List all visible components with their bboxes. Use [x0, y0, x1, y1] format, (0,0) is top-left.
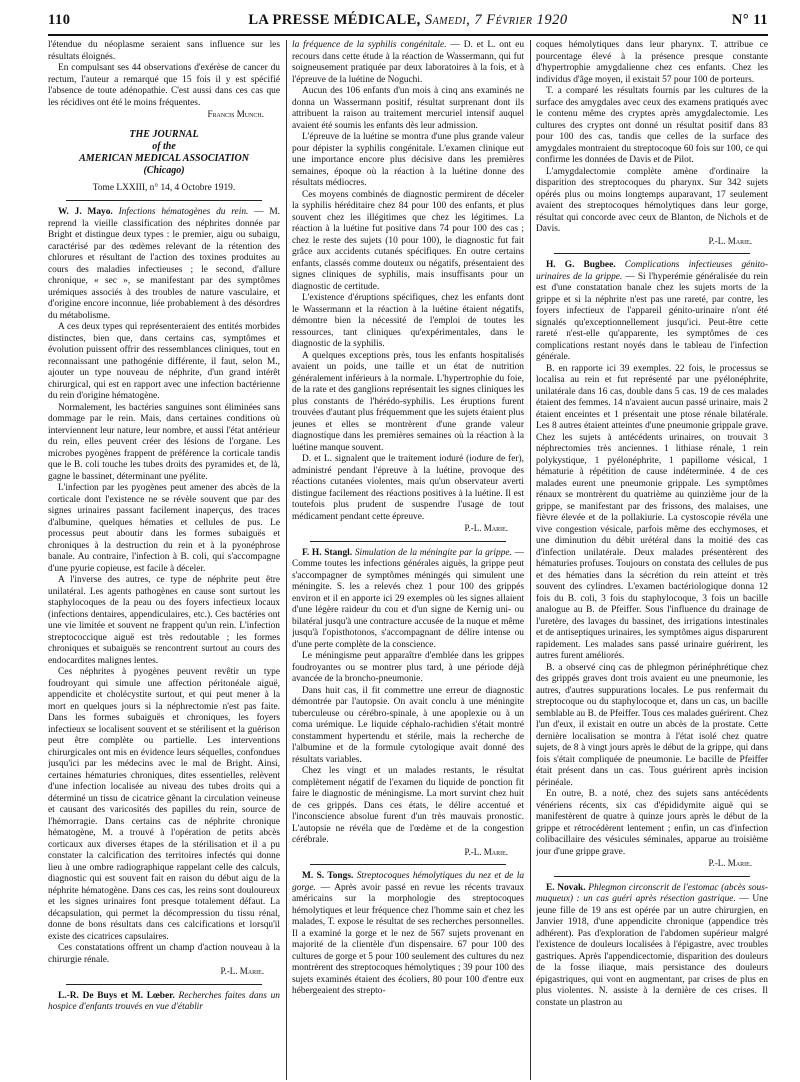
paragraph: T. a comparé les résultats fournis par les cultures de la surface des amygdales avec ceux des examens pratiqués avec le contenu même des cryptes après amygdalectomie. Les cultures des cryptes ont donné un résultat positif dans 83 pour 100 des cas, tandis que celles de la surface des amygdales montraient du streptocoque 60 fois sur 100, ce qui confirme les données de Davis et de Pilot. [536, 86, 768, 165]
article-text: — M. reprend la vieille classification des néphrites donnée par Bright et distingue deux types : le premier, aigu ou subaigu, caractérisé par des œdèmes relevant de la rétention des chlorures et résultant de l'action des toxines produites au cours des maladies infectieuses ; le second, d'allure chronique, « sec », se manifestant par des symptômes urémiques associés à des troubles de nature vasculaire, et d'origine encore inconnue, liée probablement à des désordres du métabolisme. [48, 207, 280, 321]
article-author: E. Novak. [546, 882, 586, 893]
paragraph: A quelques exceptions près, tous les enfants hospitalisés avaient un poids, une taille et un état de nutrition généralement inférieurs à la normale. L'hypertrophie du foie, de la rate et des ganglions représentait les signes cliniques les plus constants de l'hérédo-syphilis. Les éruptions furent trouvées d'autant plus fréquemment que les sujets étaient plus jeunes et elles se montrèrent d'une grande valeur diagnostique dans les premières semaines où la réaction à la luétine manque souvent. [292, 350, 524, 453]
journal-volume: Tome LXXIII, n° 14, 4 Octobre 1919. [92, 182, 236, 193]
article-title: Phlegmon circonscrit de l'estomac (abcès sous-muqueux) : un cas guéri après résection gastrique. [536, 882, 768, 904]
paragraph: L'épreuve de la luétine se montra d'une plus grande valeur pour dépister la syphilis congénitale. L'examen clinique eut une importance encore plus décisive dans les premières semaines, époque où la réaction à la luétine donne des résultats médiocres. [292, 132, 524, 188]
divider [554, 253, 750, 254]
article-author: W. J. Mayo. [58, 207, 113, 217]
divider [310, 541, 506, 542]
signature: P.-L. Marie. [708, 235, 752, 246]
article-title: Streptocoques hémolytiques du nez et de la gorge. [292, 871, 524, 893]
article-author: L.-R. De Buys et M. Lœber. [58, 990, 175, 1001]
article-title: Simulation de la méningite par la grippe. [354, 547, 512, 558]
article-lead [48, 207, 280, 322]
paragraph: D. et L. signalent que le traitement ioduré (iodure de fer), administré pendant l'épreuve à la luétine, provoque des réactions cutanées violentes, mais qu'un observateur averti distingue facilement des réactions positives à la luétine. Il est toutefois plus prudent de suspendre l'usage de tout médicament pendant cette épreuve. [292, 454, 524, 522]
article-title: la fréquence de la syphilis congénitale. [292, 40, 447, 50]
paragraph: Ces néphrites à pyogènes peuvent revêtir un type foudroyant qui simule une affection péritonéale aiguë, appendicite et cholécystite surtout, et qui peut mener à la mort en quelques jours si la néphrectomie n'est pas faite. Dans les formes subaiguës et chroniques, les foyers infectieux se localisent souvent et se stérilisent et la guérison peut être complète ou partielle. Les interventions chirurgicales ont mis en évidence leurs séquelles, confondues jusqu'ici par les médecins avec le mal de Bright. Ainsi, certaines hématuries chroniques, dites essentielles, relèvent d'une infection localisée au niveau des tubes droits qui a déterminé un tissu de cicatrice gênant la circulation veineuse et causant des varicosités des papilles du rein, source de l'hémorragie. Dans certains cas de néphrite chronique hématogène, M. a trouvé à l'opération de petits abcès corticaux aux diverses étapes de la stérilisation et il a pu constater la calcification des territoires infectés qui donne lieu à une ombre radiographique rappelant celle des calculs, diagnostic qui est souvent fait en raison du début aigu de la néphrite hématogène. Dans ces cas, les reins sont douloureux et les signes urinaires font presque totalement défaut. La décapsulation, qui permet la décompression du tissu rénal, donne de bons résultats dans ces calcifications et lorsqu'il existe des cicatrices capsulaires. [48, 667, 280, 942]
article-title: Recherches faites dans un hospice d'enfants trouvés en vue d'établir [48, 990, 280, 1012]
page-header [48, 12, 768, 32]
article-lead [292, 871, 524, 998]
paragraph: Dans huit cas, il fit commettre une erreur de diagnostic démontrée par l'autopsie. On avait conclu à une méningite tuberculeuse ou cérébro-spinale, à une apoplexie ou à un coma urémique. Le liquide céphalo-rachidien s'était montré constamment hypertendu et stérile, mais la recherche de l'albumine et de la formule cytologique avait donné des résultats variables. [292, 685, 524, 765]
article-author: M. S. Tongs. [302, 871, 354, 881]
header-rule [48, 34, 768, 36]
paragraph: Aucun des 106 enfants d'un mois à cinq ans examinés ne donna un Wassermann positif, résultat surprenant dont ils attribuent la raison au traitement mercuriel intensif auquel avaient été soumis les enfants dès leur admission. [292, 86, 524, 131]
paragraph: L'amygdalectomie complète amène d'ordinaire la disparition des streptocoques du pharynx. Sur 342 sujets opérés plus ou moins longtemps auparavant, 17 seulement avaient des streptocoques hémolytiques dans leur gorge, résultat qui concorde avec ceux de Blanton, de Nichols et de Davis. [536, 166, 768, 234]
article-text: — Comme toutes les infections générales aiguës, la grippe peut s'accompagner de symptômes méningés qui simulent une méningite. S. les a relevés chez 1 pour 100 des grippés environ et il en apporte ici 29 exemples où les signes allaient d'une légère raideur du cou et d'un signe de Kernig uni- ou bilatéral jusqu'à une contracture accusée de la nuque et même jusqu'à l'opisthotonos, s'accompagnant de délire intense ou d'une perte complète de la conscience. [292, 547, 524, 650]
article-lead [536, 883, 768, 1010]
paragraph: B. en rapporte ici 39 exemples. 22 fois, le processus se localisa au rein et fut représenté par une pyélonéphrite, unilatérale dans 16 cas, double dans 5 cas. 19 de ces malades étaient des femmes. 14 n'avaient aucun passé urinaire, mais 2 étaient enceintes et 1 présentait une ptose rénale bilatérale. Les 8 autres étaient atteintes d'une pneumonie grippale grave. Chez les sujets à antécédents urinaires, on trouvait 3 néphrectomies très anciennes. 1 lithiase rénale, 1 rein polykystique, 1 pyélonéphrite, 1 papillome vésical, 1 hématurie à répétition de cause indéterminée. 4 de ces malades eurent une pneumonie grippale. Les symptômes rénaux se montrèrent du quatrième au quinzième jour de la grippe, se manifestant par des frissons, des malaises, une fièvre élevée et de la pollakiurie. La cystoscopie révéla une vive congestion vésicale, parfois même des ecchymoses, et une diminution du débit urétéral dans la moitié des cas d'infection unilatérale. Deux malades présentèrent des hématuries profuses. Toujours on constata des cellules de pus et des hématies dans la sécrétion du rein atteint et très souvent des cylindres. L'examen bactériologique donna 12 fois du B. coli, 3 fois du staphylocoque, 3 fois un bacille analogue au B. de Pfeiffer. Sous l'influence du drainage de l'uretère, des lavages du bassinet, des irrigations intestinales et de antiseptiques urinaires, les symptômes aigus disparurent rapidement. Les malades sans passé urinaire guérirent, les autres furent améliorés. [536, 363, 768, 661]
divider [310, 864, 506, 865]
article-title: Infections hématogènes du rein. [118, 207, 249, 217]
article-title: Complications infectieuses génito-urinaires de la grippe. [536, 260, 768, 282]
journal-heading-line: of the [152, 140, 176, 152]
page-number: 110 [48, 12, 71, 28]
paragraph: B. a observé cinq cas de phlegmon périnéphrétique chez des grippés graves dont trois avaient eu une pneumonie, les autres, d'autres suppurations locales. Le pus renfermait du streptocoque ou du staphylocoque et, dans un cas, un bacille semblable au B. de Pfeiffer. Tous ces malades guérirent. Chez l'un d'eux, il existait en outre un abcès de la prostate. Cette dernière localisation se montra à l'état isolé chez quatre sujets, de 8 à vingt jours après le début de la grippe, qui dans fois s'était compliquée de pneumonie. Le bacille de Pfeiffer était présent dans un cas. Tous guérirent après incision périnéale. [536, 662, 768, 788]
signature: P.-L. Marie. [464, 846, 508, 857]
journal-heading-line: AMERICAN MEDICAL ASSOCIATION [79, 152, 249, 164]
article-lead [292, 548, 524, 652]
paragraph: l'étendue du néoplasme seraient sans influence sur les résultats éloignés. [48, 40, 280, 62]
signature: Francis Munch. [207, 109, 264, 119]
article-text: — Une jeune fille de 19 ans est opérée par un autre chirurgien, en Janvier 1918, d'une appendicite chronique (appendice très adhérent). Pas d'exploration de l'abdomen supérieur malgré l'existence de douleurs localisées à l'épigastre, avec troubles gastriques. Après l'appendicectomie, disparition des douleurs de la fosse iliaque, mais persistance des douleurs épigastriques, qui vont en augmentant, par crises de plus en plus violentes. N. assiste à la dernière de ces crises. Il constate un plastron au [536, 894, 768, 1008]
publication-date: Samedi, 7 Février 1920 [424, 12, 568, 28]
article-text: — D. et L. ont eu recours dans cette étude à la réaction de Wassermann, qui fut soigneusement pratiquée par deux laboratoires à la fois, et à l'épreuve de la luétine de Noguchi. [292, 40, 524, 85]
newspaper-page [48, 0, 768, 1082]
journal-heading [48, 129, 280, 177]
paragraph: En compulsant ses 44 observations d'exérèse de cancer du rectum, l'auteur a remarqué que 15 fois il y est spécifié l'absence de toute adénopathie. C'est aussi dans ces cas que les récidives ont été le moins fréquentes. [48, 63, 280, 108]
paragraph: L'existence d'éruptions spécifiques, chez les enfants dont le Wassermann et la réaction à la luétine étaient négatifs, démontre bien la nécessité de l'emploi de toutes les ressources, tant cliniques qu'expérimentales, dans le diagnostic de la syphilis. [292, 293, 524, 349]
issue-number: N° 11 [731, 12, 768, 28]
journal-title [168, 12, 648, 29]
column-2 [292, 40, 524, 1080]
article-lead [48, 991, 280, 1014]
article-lead [536, 260, 768, 364]
journal-heading-line: (Chicago) [143, 164, 185, 176]
article-text: — Après avoir passé en revue les récents travaux américains sur la morphologie des streptocoques hémolytiques et leur fréquence chez l'homme sain et chez les malades, T. expose le résultat de ses recherches personnelles. Il a examiné la gorge et le nez de 567 sujets provenant en majorité de la clientèle d'un dispensaire. 67 pour 100 des cultures de gorge et 5 pour 100 seulement des cultures du nez montrèrent des streptocoques hémolytiques ; 39 pour 100 des sujets examinés étaient des écoliers, 80 pour 100 d'entre eux hébergeaient des strepto- [292, 882, 524, 996]
paragraph: Normalement, les bactéries sanguines sont éliminées sans dommage par le rein. Mais, dans certaines conditions où interviennent leur nature, leur nombre, et aussi l'état antérieur du rein, elles peuvent créer des lésions de l'organe. Les microbes pyogènes frappent de préférence la corticale tandis que le B. coli touche les tubes droits des pyramides et, de là, gagne le bassinet, déterminant une pyélite. [48, 402, 280, 482]
paragraph: L'infection par les pyogènes peut amener des abcès de la corticale dont l'existence ne se révèle souvent que par des signes urinaires passant facilement inaperçus, des traces d'albumine, quelques hématies et cellules de pus. Le processus peut aboutir dans les formes subaiguës et chroniques à la destruction du rein et à la pyonéphrose banale. Au contraire, l'infection à B. coli, qui s'accompagne d'une pyurie copieuse, est facile à déceler. [48, 483, 280, 574]
signature: P.-L. Marie. [464, 523, 508, 533]
paragraph: coques hémolytiques dans leur pharynx. T. attribue ce pourcentage élevé à la présence presque constante d'hypertrophie amygdalienne chez ces enfants. Chez les individus d'âge moyen, il existait 57 pour 100 de porteurs. [536, 40, 768, 85]
divider [66, 200, 262, 201]
journal-heading-line: THE JOURNAL [129, 128, 199, 140]
text-columns [48, 40, 768, 1080]
paragraph: Le méningisme peut apparaître d'emblée dans les grippes foudroyantes ou se montrer plus tard, à une période déjà avancée de la broncho-pneumonie. [292, 651, 524, 684]
paragraph: A ces deux types qui représenteraient des entités morbides distinctes, bien que, dans certains cas, symptômes et évolution puissent offrir des ressemblances cliniques, tout en reconnaissant une pathogénie différente, il faut, selon M., ajouter un type nouveau de néphrite, d'un grand intérêt chirurgical, qui est en rapport avec une infection bactérienne du rein d'origine hématogène. [48, 322, 280, 401]
article-continuation [292, 40, 524, 86]
divider [554, 876, 750, 877]
paragraph: Chez les vingt et un malades restants, le résultat complètement négatif de l'examen du liquide de ponction fit faire le diagnostic de méningisme. La mort survint chez huit de ces grippés. Dans ces états, le délire accentué et l'inconscience absolue furent d'un très mauvais pronostic. L'autopsie ne révéla que de l'œdème et de la congestion cérébrale. [292, 766, 524, 845]
paragraph: Ces constatations offrent un champ d'action nouveau à la chirurgie rénale. [48, 943, 280, 965]
article-author: H. G. Bugbee. [546, 260, 616, 270]
publication-name: LA PRESSE MÉDICALE, [248, 12, 421, 28]
paragraph: En outre, B. a noté, chez des sujets sans antécédents vénériens récents, six cas d'épididymite aiguë qui se manifestèrent de quatre à quinze jours après le début de la grippe et rétrocédèrent lentement ; enfin, un cas d'infection colibacillaire des vésicules séminales, apparue au troisième jour d'une grippe grave. [536, 789, 768, 857]
article-author: F. H. Stangl. [302, 547, 353, 558]
signature: P.-L. Marie. [708, 858, 752, 868]
column-3 [536, 40, 768, 1080]
article-text: — Si l'hyperémie généralisée du rein est d'une constatation banale chez les sujets morts de la grippe et si la néphrite n'est pas une rareté, par contre, les foyers infectieux de l'appareil génito-urinaire n'ont été signalés qu'exceptionnellement jusqu'ici. Peut-être cette rareté n'est-elle qu'apparente, les symptômes de ces complications restant noyés dans le tableau de l'infection générale. [536, 271, 768, 362]
paragraph: Ces moyens combinés de diagnostic permirent de déceler la syphilis héréditaire chez 84 pour 100 des enfants, et plus souvent chez les illégitimes que chez les légitimes. La réaction à la luétine fut positive dans 74 pour 100 des cas ; chez le reste des sujets (10 pour 100), le diagnostic fut fait grâce aux accidents cutanés spécifiques. En outre certains enfants, classés comme douteux ou négatifs, présentaient des signes cliniques de syphilis, mais insuffisants pour un diagnostic de certitude. [292, 189, 524, 292]
divider [66, 984, 262, 985]
paragraph: A l'inverse des autres, ce type de néphrite peut être unilatéral. Les agents pathogènes en cause sont surtout les staphylocoques de la peau ou des foyers infectieux locaux (infections dentaires, appendiculaires, etc.). Ces bactéries ont une vie limitée et souvent ne frappent qu'un rein. L'infection streptococcique aiguë est très redoutable ; les formes chroniques et subaiguës se rencontrent surtout au cours des endocardites malignes lentes. [48, 575, 280, 666]
signature: P.-L. Marie. [220, 966, 264, 976]
column-1 [48, 40, 280, 1080]
